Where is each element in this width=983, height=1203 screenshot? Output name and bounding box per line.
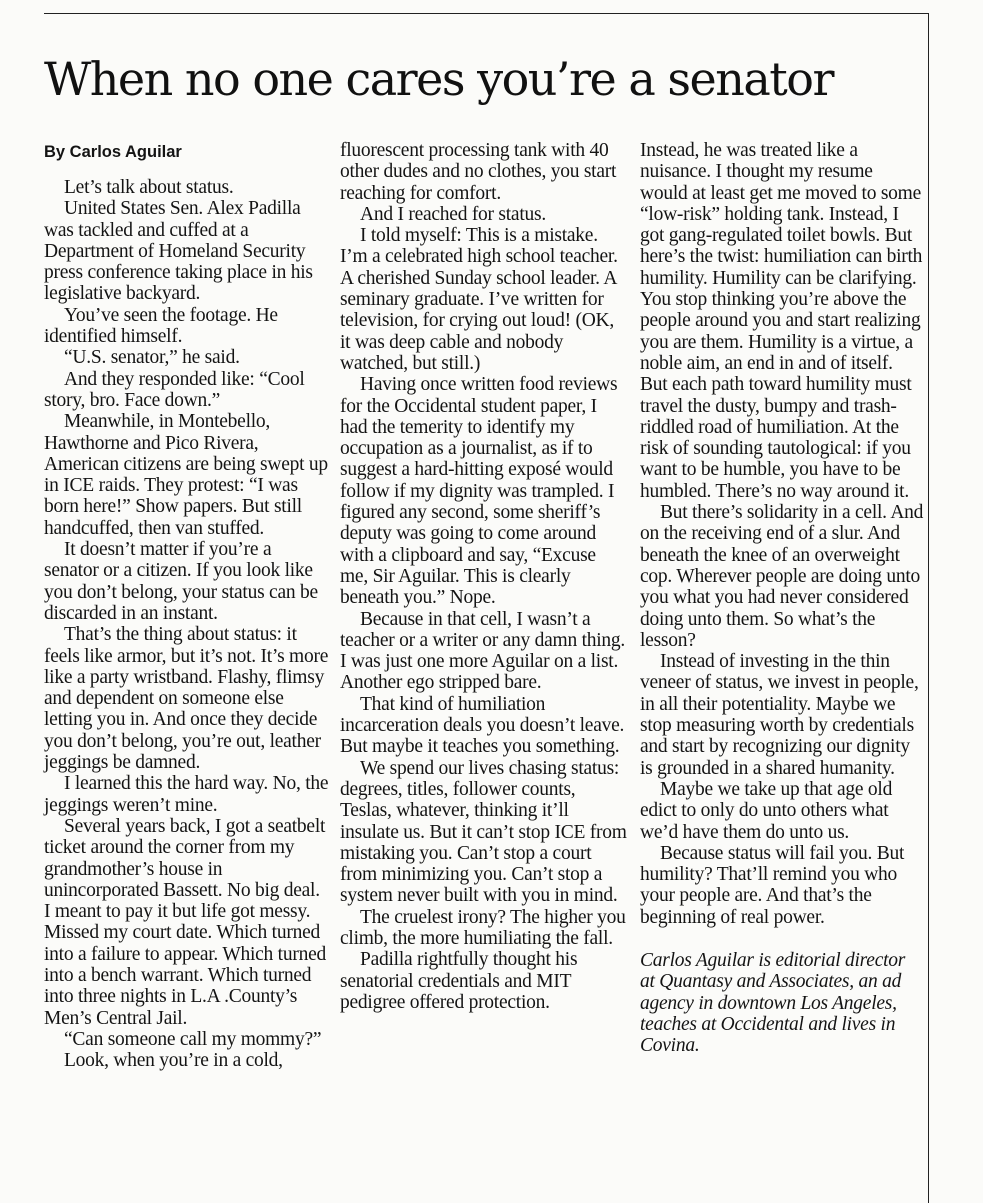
- paragraph: You’ve seen the footage. He identified himself.: [44, 304, 278, 348]
- paragraph: And they responded like: “Cool story, bro. Face down.”: [44, 368, 305, 411]
- paragraph: Instead of investing in the thin veneer of status, we invest in people, in all their potentiality. Maybe we stop measuring worth by credentials and start by recognizing our dignity is grounded in a shared humanity.: [640, 651, 919, 779]
- paragraph: It doesn’t matter if you’re a senator or a citizen. If you look like you don’t belong, your status can be discarded in an instant.: [44, 539, 318, 624]
- paragraph: fluorescent processing tank with 40 other dudes and no clothes, you start reaching for comfort.: [340, 140, 617, 204]
- paragraph: “U.S. senator,” he said.: [64, 347, 240, 369]
- top-border-rule: [44, 13, 928, 14]
- paragraph: “Can someone call my mommy?”: [64, 1028, 322, 1050]
- paragraph: Several years back, I got a seatbelt ticket around the corner from my grandmother’s house in unincorporated Bassett. No big deal. I meant to pay it but life got messy. Missed my court date. Which turned into a failure to appear. Which turned into a bench warrant. Which turned into three nights in L.A .County’s Men’s Central Jail.: [44, 815, 326, 1029]
- paragraph: United States Sen. Alex Padilla was tackled and cuffed at a Department of Homeland Security press conference taking place in his legislative backyard.: [44, 198, 313, 305]
- article-column-3: [640, 140, 924, 1056]
- right-border-rule: [928, 13, 929, 1203]
- article-column-2: [340, 140, 628, 1013]
- article-column-1: [44, 140, 329, 1071]
- paragraph: And I reached for status.: [360, 203, 546, 225]
- paragraph: Instead, he was treated like a nuisance. I thought my resume would at least get me moved to some “low-risk” holding tank. Instead, I got gang-regulated toilet bowls. But here’s the twist: humiliation can birth humility. Humility can be clarifying. You stop thinking you’re above the people around you and start realizing you are them. Humility is a virtue, a noble aim, an end in and of itself. But each path toward humility must travel the dusty, bumpy and trash-riddled road of humiliation. At the risk of sounding tautological: if you want to be humble, you have to be humbled. There’s no way around it.: [640, 140, 923, 502]
- paragraph: Look, when you’re in a cold,: [64, 1050, 283, 1072]
- paragraph: Let’s talk about status.: [64, 177, 234, 198]
- byline: By Carlos Aguilar: [44, 143, 182, 161]
- paragraph: Maybe we take up that age old edict to only do unto others what we’d have them do unto us.: [640, 778, 893, 843]
- paragraph: Meanwhile, in Montebello, Hawthorne and Pico Rivera, American citizens are being swept up in ICE raids. They protest: “I was born here!” Show papers. But still handcuffed, then van stuffed.: [44, 411, 328, 539]
- paragraph: Padilla rightfully thought his senatorial credentials and MIT pedigree offered protection.: [340, 949, 578, 1013]
- paragraph: We spend our lives chasing status: degrees, titles, follower counts, Teslas, whatever, thinking it’ll insulate us. But it can’t stop ICE from mistaking you. Can’t stop a court from minimizing you. Can’t stop a system never built with you in mind.: [340, 757, 627, 907]
- paragraph: Because status will fail you. But humility? That’ll remind you who your people are. And that’s the beginning of real power.: [640, 842, 905, 928]
- paragraph: But there’s solidarity in a cell. And on the receiving end of a slur. And beneath the knee of an overweight cop. Wherever people are doing unto you what you had never considered doing unto them. So what’s the lesson?: [640, 502, 924, 651]
- paragraph: I told myself: This is a mistake. I’m a celebrated high school teacher. A cherished Sunday school leader. A seminary graduate. I’ve written for television, for crying out loud! (OK, it was deep cable and nobody watched, but still.): [340, 225, 618, 374]
- paragraph: I learned this the hard way. No, the jeggings weren’t mine.: [44, 773, 329, 816]
- headline: When no one cares you’re a senator: [44, 52, 833, 106]
- paragraph: That kind of humiliation incarceration deals you doesn’t leave. But maybe it teaches you something.: [340, 693, 625, 758]
- paragraph: The cruelest irony? The higher you climb, the more humiliating the fall.: [340, 906, 626, 949]
- paragraph: Because in that cell, I wasn’t a teacher or a writer or any damn thing. I was just one more Aguilar on a list. Another ego stripped bare.: [340, 608, 626, 694]
- paragraph: That’s the thing about status: it feels like armor, but it’s not. It’s more like a party wristband. Flashy, flimsy and dependent on someone else letting you in. And once they decide you don’t belong, you’re out, leather jeggings be damned.: [44, 624, 329, 774]
- paragraph: Having once written food reviews for the Occidental student paper, I had the temerity to identify my occupation as a journalist, as if to suggest a hard-hitting exposé would follow if my dignity was trampled. I figured any second, some sheriff’s deputy was going to come around with a clipboard and say, “Excuse me, Sir Aguilar. This is clearly beneath you.” Nope.: [340, 374, 618, 609]
- author-bio: Carlos Aguilar is editorial director at Quantasy and Associates, an ad agency in downtown Los Angeles, teaches at Occidental and lives in Covina.: [640, 949, 906, 1057]
